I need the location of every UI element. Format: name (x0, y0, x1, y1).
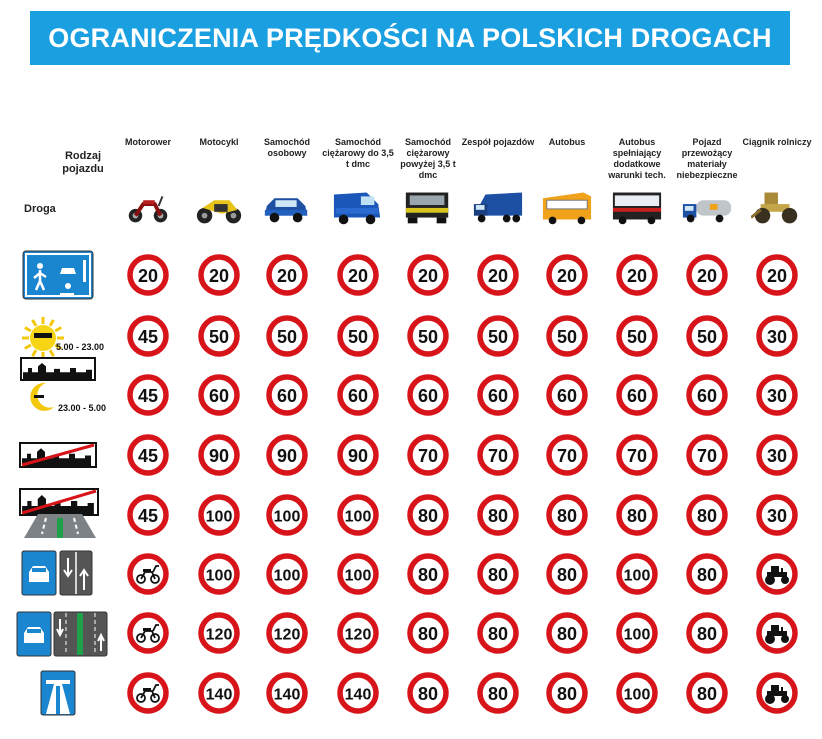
vehicle-header-7: Autobus (548, 137, 586, 147)
speed-limit-value: 30 (766, 506, 788, 526)
vehicle-header-1: Motorower (125, 137, 171, 147)
speed-limit-value: 20 (417, 266, 439, 286)
speed-limit-sign (615, 373, 659, 417)
vehicle-type-label: Rodzaj pojazdu (62, 150, 104, 175)
speed-limit-sign (406, 433, 450, 477)
speed-limit-value: 20 (626, 266, 648, 286)
speed-limit-sign (265, 433, 309, 477)
speed-limit-sign (755, 314, 799, 358)
speed-limit-sign (755, 253, 799, 297)
speed-limit-sign (336, 253, 380, 297)
speed-limit-value: 20 (487, 266, 509, 286)
vehicle-header-3: Samochód osobowy (263, 137, 310, 158)
speed-limit-sign (406, 314, 450, 358)
speed-limit-sign (545, 314, 589, 358)
speed-limit-value: 45 (137, 327, 159, 347)
van-icon (332, 186, 384, 226)
speed-limit-value: 90 (347, 446, 369, 466)
speed-limit-value: 60 (208, 386, 230, 406)
speed-limit-value: 140 (205, 686, 233, 704)
speed-limit-value: 80 (556, 506, 578, 526)
speed-limit-value: 80 (487, 684, 509, 704)
time-label-day: 5.00 - 23.00 (56, 342, 105, 352)
moped-prohibited-sign (126, 611, 170, 655)
speed-limit-value: 80 (696, 684, 718, 704)
speed-limit-value: 20 (696, 266, 718, 286)
speed-limit-sign (755, 433, 799, 477)
tractor-icon (751, 186, 803, 226)
speed-limit-sign (336, 433, 380, 477)
speed-limit-value: 45 (137, 386, 159, 406)
bus-icon (541, 186, 593, 226)
speed-limit-sign (615, 253, 659, 297)
speed-limit-sign (265, 253, 309, 297)
speed-limit-sign (406, 552, 450, 596)
speed-limit-value: 100 (623, 567, 651, 585)
speed-limit-value: 70 (626, 446, 648, 466)
road-type-label: Droga (24, 203, 56, 215)
speed-limit-sign (615, 552, 659, 596)
speed-limit-value: 60 (487, 386, 509, 406)
speed-limit-value: 70 (487, 446, 509, 466)
speed-limit-sign (197, 373, 241, 417)
speed-limit-sign (545, 611, 589, 655)
tractor-prohibited-sign (755, 611, 799, 655)
speed-limit-sign (476, 552, 520, 596)
speed-limit-value: 90 (208, 446, 230, 466)
speed-limit-value: 100 (205, 567, 233, 585)
speed-limit-value: 60 (347, 386, 369, 406)
speed-limit-value: 80 (696, 506, 718, 526)
speed-limit-sign (126, 433, 170, 477)
speed-limit-sign (406, 493, 450, 537)
speed-limit-sign (685, 253, 729, 297)
speed-limit-sign (476, 433, 520, 477)
speed-limit-value: 30 (766, 386, 788, 406)
speed-limit-value: 50 (208, 327, 230, 347)
speed-limit-sign (336, 671, 380, 715)
speed-limit-sign (126, 314, 170, 358)
speed-limit-value: 100 (344, 508, 372, 526)
speed-limit-sign (615, 671, 659, 715)
speed-limit-value: 20 (556, 266, 578, 286)
speed-limit-sign (126, 373, 170, 417)
speed-limit-sign (685, 611, 729, 655)
speed-limit-value: 80 (556, 565, 578, 585)
speed-limit-sign (336, 611, 380, 655)
speed-limit-sign (265, 493, 309, 537)
speed-limit-sign (406, 373, 450, 417)
speed-limit-value: 20 (347, 266, 369, 286)
speed-limit-sign (265, 552, 309, 596)
moon-icon (26, 381, 56, 413)
speed-limit-value: 100 (273, 567, 301, 585)
speed-limit-sign (685, 552, 729, 596)
speed-limit-sign (755, 493, 799, 537)
speed-limit-value: 90 (276, 446, 298, 466)
coach-bus-icon (611, 186, 663, 226)
speed-limit-value: 70 (417, 446, 439, 466)
speed-limit-value: 80 (487, 506, 509, 526)
moped-icon (122, 186, 174, 226)
speed-limit-value: 50 (696, 327, 718, 347)
speed-limit-sign (545, 552, 589, 596)
speed-limit-sign (126, 253, 170, 297)
speed-limit-sign (476, 493, 520, 537)
speed-limit-value: 80 (417, 506, 439, 526)
vehicle-header-9: Pojazd przewożący materiały niebezpieczne (676, 137, 738, 180)
speed-limit-value: 45 (137, 506, 159, 526)
speed-limit-value: 100 (623, 686, 651, 704)
speed-limit-sign (685, 314, 729, 358)
truck-trailer-icon (472, 186, 524, 226)
speed-limit-sign (615, 314, 659, 358)
speed-limit-value: 80 (417, 624, 439, 644)
speed-limit-value: 140 (273, 686, 301, 704)
speed-limit-sign (545, 253, 589, 297)
speed-limit-sign (406, 253, 450, 297)
speed-limit-sign (476, 373, 520, 417)
speed-limit-sign (615, 433, 659, 477)
speed-limit-value: 20 (137, 266, 159, 286)
speed-limit-value: 60 (556, 386, 578, 406)
speed-limit-sign (126, 493, 170, 537)
vehicle-header-10: Ciągnik rolniczy (742, 137, 812, 147)
speed-limit-value: 70 (696, 446, 718, 466)
tanker-icon (681, 186, 733, 226)
tractor-prohibited-sign (755, 552, 799, 596)
speed-limit-sign (685, 671, 729, 715)
speed-limit-value: 80 (556, 624, 578, 644)
speed-limit-value: 60 (417, 386, 439, 406)
speed-limit-value: 60 (626, 386, 648, 406)
speed-limit-sign (197, 611, 241, 655)
moped-prohibited-sign (126, 671, 170, 715)
speed-limit-value: 80 (487, 624, 509, 644)
speed-limit-value: 120 (205, 626, 233, 644)
time-label-night: 23.00 - 5.00 (58, 403, 107, 413)
speed-limit-sign (336, 373, 380, 417)
speed-limit-value: 50 (276, 327, 298, 347)
speed-limit-value: 50 (417, 327, 439, 347)
speed-limit-value: 120 (273, 626, 301, 644)
speed-limit-value: 80 (696, 565, 718, 585)
speed-limit-value: 45 (137, 446, 159, 466)
speed-limit-value: 20 (208, 266, 230, 286)
speed-limit-value: 80 (417, 565, 439, 585)
speed-limit-value: 60 (696, 386, 718, 406)
speed-limit-value: 140 (344, 686, 372, 704)
vehicle-header-5: Samochód ciężarowy powyżej 3,5 t dmc (400, 137, 456, 180)
expressway-sign-icon (21, 550, 93, 596)
speed-limit-sign (265, 373, 309, 417)
speed-limit-value: 120 (344, 626, 372, 644)
speed-limit-sign (755, 373, 799, 417)
speed-limit-sign (685, 493, 729, 537)
car-icon (261, 186, 313, 226)
vehicle-header-2: Motocykl (199, 137, 239, 147)
speed-limit-sign (545, 493, 589, 537)
built-up-area-sign-icon (20, 357, 96, 381)
speed-limit-sign (406, 611, 450, 655)
speed-limit-value: 30 (766, 327, 788, 347)
speed-limit-value: 100 (273, 508, 301, 526)
speed-limit-sign (197, 314, 241, 358)
speed-limit-value: 70 (556, 446, 578, 466)
speed-limit-sign (197, 671, 241, 715)
speed-limit-value: 20 (766, 266, 788, 286)
sun-icon (20, 316, 66, 360)
expressway-dual-sign-icon (16, 611, 108, 657)
end-built-up-area-sign-icon (19, 442, 97, 468)
end-built-up-area-sign-icon-2 (19, 488, 99, 516)
speed-limit-sign (265, 671, 309, 715)
speed-limit-sign (265, 611, 309, 655)
speed-limit-sign (476, 671, 520, 715)
speed-limit-value: 50 (556, 327, 578, 347)
speed-limit-value: 80 (487, 565, 509, 585)
speed-limit-sign (336, 314, 380, 358)
speed-limit-sign (545, 433, 589, 477)
motorway-sign-icon (40, 670, 76, 716)
speed-limit-value: 100 (344, 567, 372, 585)
speed-limit-sign (336, 552, 380, 596)
speed-limit-sign (615, 493, 659, 537)
speed-limit-sign (545, 671, 589, 715)
speed-limit-sign (197, 433, 241, 477)
vehicle-header-4: Samochód ciężarowy do 3,5 t dmc (322, 137, 394, 169)
moped-prohibited-sign (126, 552, 170, 596)
speed-limit-sign (685, 373, 729, 417)
speed-limit-sign (476, 314, 520, 358)
speed-limit-sign (476, 611, 520, 655)
speed-limit-sign (476, 253, 520, 297)
speed-limit-sign (685, 433, 729, 477)
page-title: OGRANICZENIA PRĘDKOŚCI NA POLSKICH DROGACH (30, 11, 790, 65)
speed-limit-sign (265, 314, 309, 358)
vehicle-header-6: Zespół pojazdów (461, 137, 535, 147)
heavy-truck-icon (402, 186, 454, 226)
motorcycle-icon (193, 186, 245, 226)
speed-limit-value: 80 (417, 684, 439, 704)
tractor-prohibited-sign (755, 671, 799, 715)
speed-limit-value: 80 (556, 684, 578, 704)
speed-limit-value: 80 (696, 624, 718, 644)
speed-limit-value: 20 (276, 266, 298, 286)
speed-limit-value: 60 (276, 386, 298, 406)
speed-limit-sign (197, 253, 241, 297)
speed-limit-sign (197, 552, 241, 596)
speed-limit-value: 100 (205, 508, 233, 526)
residential-zone-sign-icon (22, 250, 94, 300)
dual-carriageway-road-icon (24, 514, 96, 538)
speed-limit-value: 50 (626, 327, 648, 347)
speed-limit-value: 50 (347, 327, 369, 347)
speed-limit-sign (545, 373, 589, 417)
speed-limit-sign (406, 671, 450, 715)
speed-limit-value: 30 (766, 446, 788, 466)
speed-limit-sign (615, 611, 659, 655)
speed-limit-value: 100 (623, 626, 651, 644)
speed-limit-sign (336, 493, 380, 537)
vehicle-header-8: Autobus spełniający dodatkowe warunki tech. (608, 137, 666, 180)
speed-limit-value: 80 (626, 506, 648, 526)
speed-limit-value: 50 (487, 327, 509, 347)
speed-limit-sign (197, 493, 241, 537)
